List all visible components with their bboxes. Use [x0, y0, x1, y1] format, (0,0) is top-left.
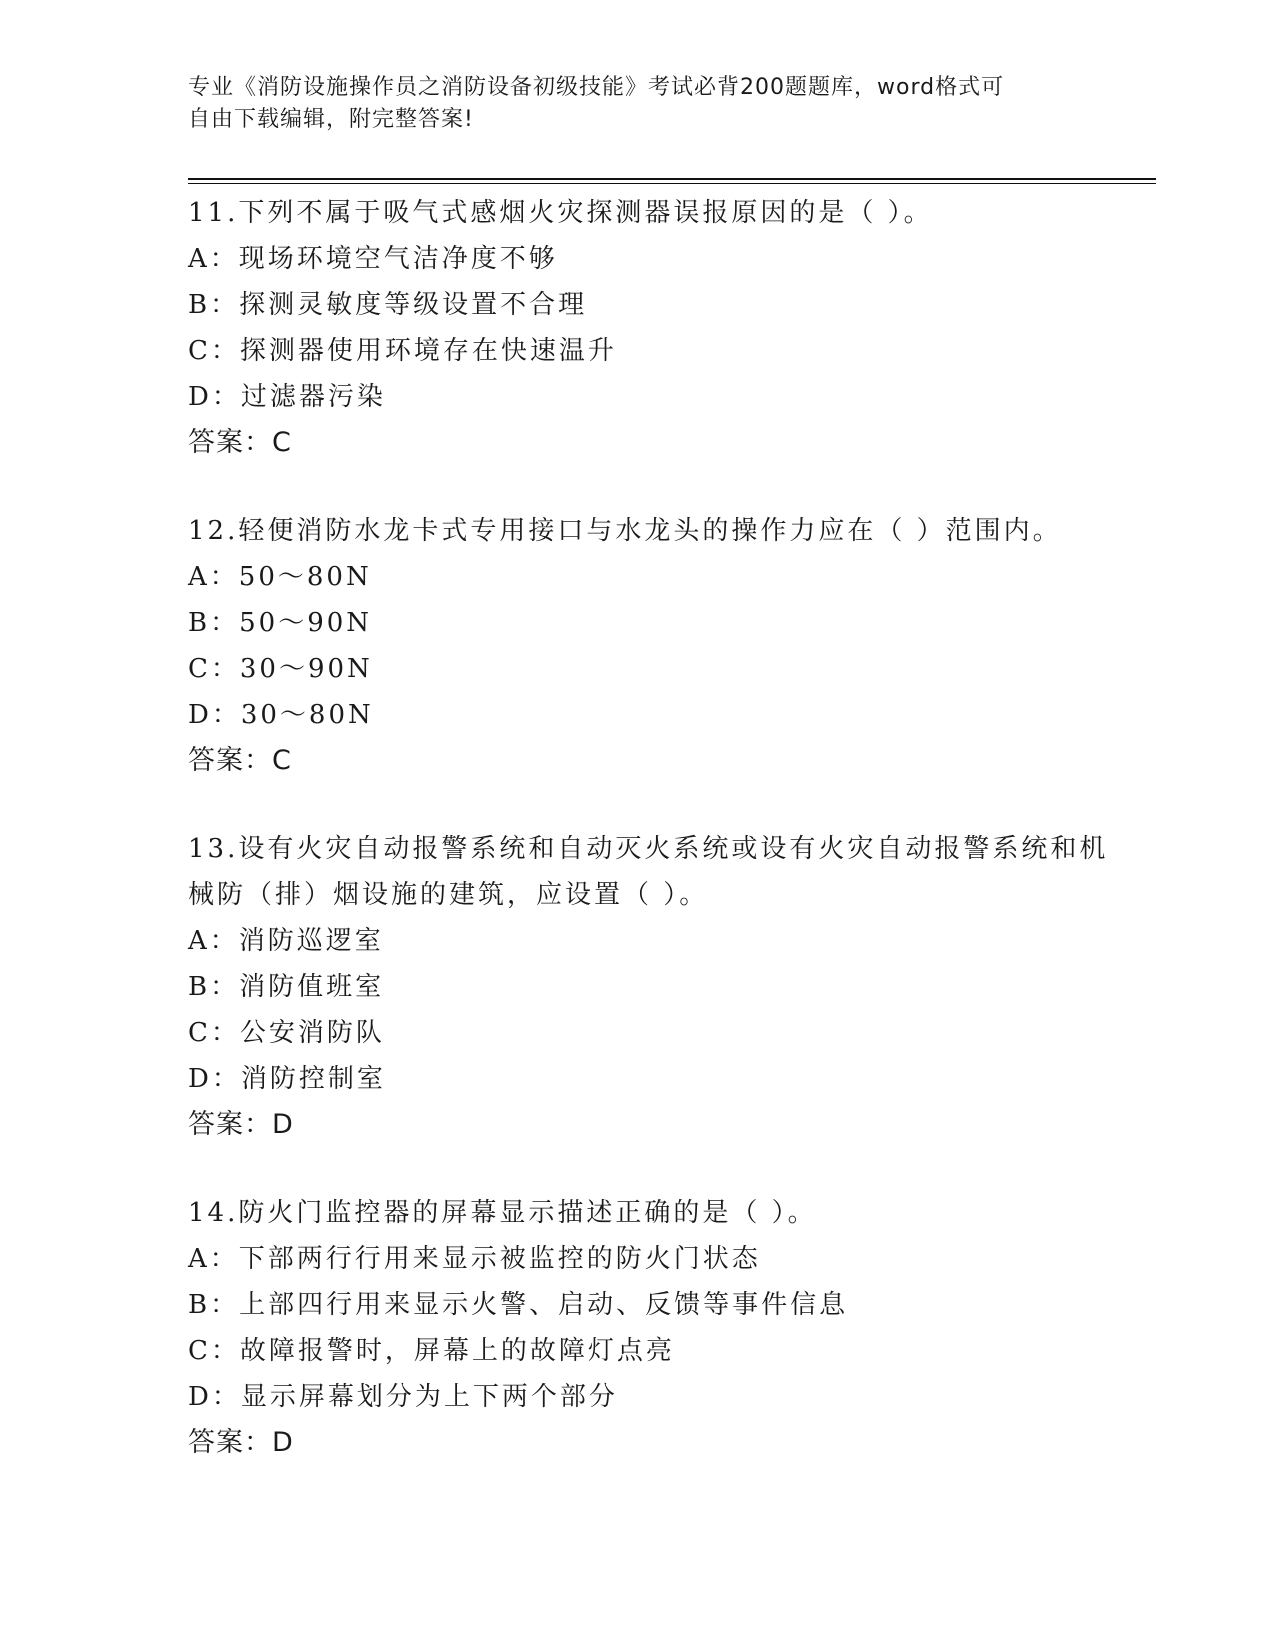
option-b: B：上部四行用来显示火警、启动、反馈等事件信息	[188, 1290, 849, 1320]
question-text: 14.防火门监控器的屏幕显示描述正确的是（ ）。	[188, 1198, 817, 1228]
header-line-1: 专业《消防设施操作员之消防设备初级技能》考试必背200题题库，word格式可	[188, 75, 1005, 100]
question-12	[188, 508, 1128, 784]
document-header	[188, 72, 1088, 136]
option-d: D：过滤器污染	[188, 382, 386, 412]
answer-line: 答案：C	[188, 427, 292, 458]
option-c: C：探测器使用环境存在快速温升	[188, 336, 617, 366]
question-text: 13.设有火灾自动报警系统和自动灭火系统或设有火灾自动报警系统和机械防（排）烟设施的建筑，应设置（ ）。	[188, 834, 1109, 910]
question-11	[188, 190, 1128, 466]
answer-line: 答案：D	[188, 1109, 294, 1140]
option-a: A：50～80N	[188, 562, 372, 592]
question-text: 11.下列不属于吸气式感烟火灾探测器误报原因的是（ ）。	[188, 198, 933, 228]
option-d: D：30～80N	[188, 700, 374, 730]
question-text: 12.轻便消防水龙卡式专用接口与水龙头的操作力应在（ ）范围内。	[188, 516, 1062, 546]
question-14	[188, 1190, 1128, 1466]
option-a: A：下部两行行用来显示被监控的防火门状态	[188, 1244, 761, 1274]
header-line-2: 自由下载编辑，附完整答案!	[188, 107, 474, 132]
option-a: A：现场环境空气洁净度不够	[188, 244, 558, 274]
option-c: C：公安消防队	[188, 1018, 385, 1048]
question-list	[188, 190, 1128, 1508]
option-b: B：50～90N	[188, 608, 373, 638]
answer-line: 答案：D	[188, 1427, 294, 1458]
option-d: D：显示屏幕划分为上下两个部分	[188, 1382, 618, 1412]
option-d: D：消防控制室	[188, 1064, 386, 1094]
header-divider	[188, 178, 1156, 184]
answer-line: 答案：C	[188, 745, 292, 776]
option-b: B：消防值班室	[188, 972, 385, 1002]
option-a: A：消防巡逻室	[188, 926, 384, 956]
question-13	[188, 826, 1128, 1148]
option-b: B：探测灵敏度等级设置不合理	[188, 290, 588, 320]
option-c: C：故障报警时，屏幕上的故障灯点亮	[188, 1336, 675, 1366]
option-c: C：30～90N	[188, 654, 373, 684]
